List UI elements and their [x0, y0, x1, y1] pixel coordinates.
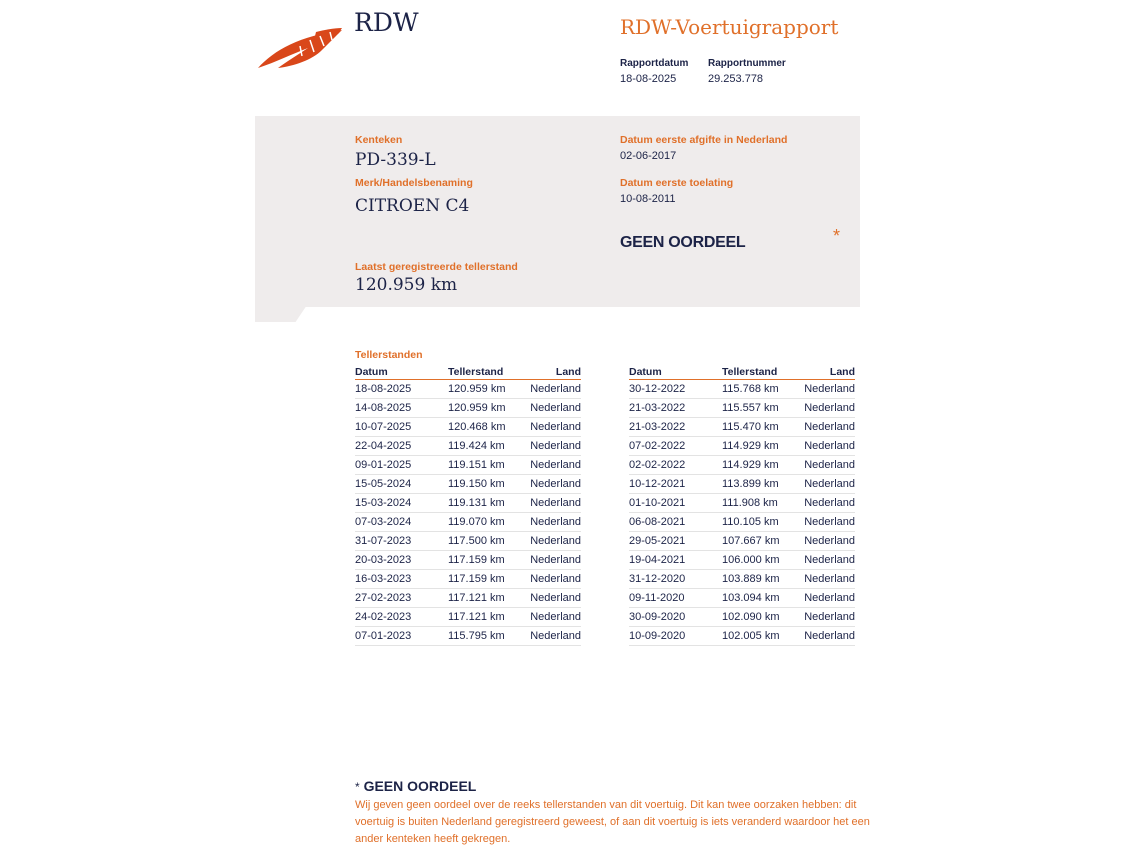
reading-value: 119.131 km [448, 494, 520, 513]
reading-country: Nederland [794, 551, 855, 570]
table-row [355, 399, 581, 418]
reading-date: 09-11-2020 [629, 589, 722, 608]
table-row [355, 589, 581, 608]
reading-value: 117.121 km [448, 589, 520, 608]
reading-date: 10-12-2021 [629, 475, 722, 494]
reading-country: Nederland [520, 437, 581, 456]
table-row [355, 380, 581, 399]
reading-date: 10-09-2020 [629, 627, 722, 646]
reading-value: 120.468 km [448, 418, 520, 437]
table-row [355, 570, 581, 589]
reading-value: 119.150 km [448, 475, 520, 494]
reading-date: 02-02-2022 [629, 456, 722, 475]
rdw-logo-icon [256, 24, 344, 72]
reading-value: 117.500 km [448, 532, 520, 551]
report-number-label: Rapportnummer [708, 58, 786, 69]
reading-date: 30-09-2020 [629, 608, 722, 627]
table-row [355, 437, 581, 456]
reading-value: 113.899 km [722, 475, 794, 494]
column-header-reading: Tellerstand [722, 366, 794, 380]
reading-date: 19-04-2021 [629, 551, 722, 570]
reading-value: 106.000 km [722, 551, 794, 570]
reading-value: 114.929 km [722, 456, 794, 475]
table-row [355, 532, 581, 551]
reading-country: Nederland [794, 418, 855, 437]
report-number: 29.253.778 [708, 73, 764, 85]
reading-country: Nederland [520, 589, 581, 608]
make-label: Merk/Handelsbenaming [355, 177, 473, 189]
reading-date: 21-03-2022 [629, 399, 722, 418]
reading-country: Nederland [520, 494, 581, 513]
report-date-label: Rapportdatum [620, 58, 689, 69]
first-nl-label: Datum eerste afgifte in Nederland [620, 134, 788, 146]
footnote-text: Wij geven geen oordeel over de reeks tellerstanden van dit voertuig. Dit kan twee oorzaken hebben: dit voertuig is buiten Nederland geregistreerd geweest, of aan dit voertuig is iets veranderd waardoor het een ander kenteken heeft gekregen. [355, 799, 870, 845]
reading-country: Nederland [794, 513, 855, 532]
reading-date: 06-08-2021 [629, 513, 722, 532]
reading-country: Nederland [520, 456, 581, 475]
reading-country: Nederland [794, 456, 855, 475]
table-row [355, 418, 581, 437]
reading-value: 103.094 km [722, 589, 794, 608]
table-row [629, 475, 855, 494]
readings-table-right [629, 366, 855, 646]
reading-date: 07-01-2023 [355, 627, 448, 646]
column-header-reading: Tellerstand [448, 366, 520, 380]
table-row [629, 589, 855, 608]
column-header-country: Land [794, 366, 855, 380]
table-row [629, 456, 855, 475]
reading-value: 103.889 km [722, 570, 794, 589]
reading-date: 21-03-2022 [629, 418, 722, 437]
reading-date: 29-05-2021 [629, 532, 722, 551]
reading-country: Nederland [520, 570, 581, 589]
table-row [629, 627, 855, 646]
reading-country: Nederland [794, 380, 855, 399]
reading-value: 111.908 km [722, 494, 794, 513]
table-row [355, 494, 581, 513]
first-nl-value: 02-06-2017 [620, 150, 677, 162]
reading-date: 18-08-2025 [355, 380, 448, 399]
reading-country: Nederland [794, 532, 855, 551]
reading-date: 15-03-2024 [355, 494, 448, 513]
reading-date: 22-04-2025 [355, 437, 448, 456]
column-header-date: Datum [355, 366, 448, 380]
reading-date: 31-07-2023 [355, 532, 448, 551]
table-row [629, 437, 855, 456]
reading-date: 27-02-2023 [355, 589, 448, 608]
reading-date: 24-02-2023 [355, 608, 448, 627]
reading-country: Nederland [794, 494, 855, 513]
reading-date: 07-02-2022 [629, 437, 722, 456]
reading-value: 110.105 km [722, 513, 794, 532]
reading-value: 120.959 km [448, 399, 520, 418]
reading-country: Nederland [794, 627, 855, 646]
reading-value: 117.159 km [448, 570, 520, 589]
reading-value: 115.470 km [722, 418, 794, 437]
table-header-row [355, 366, 581, 380]
table-row [629, 551, 855, 570]
reading-date: 07-03-2024 [355, 513, 448, 532]
reading-value: 102.090 km [722, 608, 794, 627]
reading-value: 117.159 km [448, 551, 520, 570]
brand-name: RDW [354, 8, 419, 37]
reading-value: 119.151 km [448, 456, 520, 475]
footnote-title-text: GEEN OORDEEL [363, 778, 477, 794]
plate-label: Kenteken [355, 134, 403, 146]
reading-date: 01-10-2021 [629, 494, 722, 513]
reading-date: 10-07-2025 [355, 418, 448, 437]
reading-country: Nederland [794, 475, 855, 494]
reading-value: 107.667 km [722, 532, 794, 551]
first-admission-label: Datum eerste toelating [620, 177, 734, 189]
reading-country: Nederland [794, 589, 855, 608]
column-header-country: Land [520, 366, 581, 380]
plate-value: PD-339-L [355, 150, 436, 170]
reading-country: Nederland [520, 627, 581, 646]
column-header-date: Datum [629, 366, 722, 380]
odometer-label: Laatst geregistreerde tellerstand [355, 261, 518, 273]
reading-country: Nederland [794, 570, 855, 589]
reading-country: Nederland [794, 608, 855, 627]
panel-tab [255, 305, 307, 322]
readings-title: Tellerstanden [355, 349, 423, 361]
table-row [629, 513, 855, 532]
table-row [355, 475, 581, 494]
table-row [355, 608, 581, 627]
table-row [629, 418, 855, 437]
table-row [629, 380, 855, 399]
table-row [355, 513, 581, 532]
reading-value: 120.959 km [448, 380, 520, 399]
reading-country: Nederland [520, 532, 581, 551]
verdict: GEEN OORDEEL [620, 234, 746, 251]
table-row [355, 627, 581, 646]
reading-country: Nederland [520, 513, 581, 532]
reading-value: 119.070 km [448, 513, 520, 532]
table-row [629, 399, 855, 418]
verdict-asterisk: * [833, 226, 841, 246]
table-row [629, 608, 855, 627]
make-value: CITROEN C4 [355, 196, 470, 216]
table-row [629, 570, 855, 589]
footnote-title [355, 778, 476, 794]
reading-country: Nederland [520, 608, 581, 627]
table-row [355, 456, 581, 475]
report-date: 18-08-2025 [620, 73, 677, 85]
table-row [629, 532, 855, 551]
reading-country: Nederland [794, 437, 855, 456]
reading-date: 09-01-2025 [355, 456, 448, 475]
reading-date: 16-03-2023 [355, 570, 448, 589]
reading-value: 115.795 km [448, 627, 520, 646]
first-admission-value: 10-08-2011 [620, 193, 676, 205]
footnote-asterisk: * [355, 780, 360, 794]
table-row [629, 494, 855, 513]
reading-date: 14-08-2025 [355, 399, 448, 418]
reading-date: 31-12-2020 [629, 570, 722, 589]
reading-value: 115.768 km [722, 380, 794, 399]
reading-country: Nederland [520, 380, 581, 399]
reading-value: 119.424 km [448, 437, 520, 456]
reading-country: Nederland [794, 399, 855, 418]
reading-country: Nederland [520, 551, 581, 570]
readings-table-left [355, 366, 581, 646]
reading-country: Nederland [520, 399, 581, 418]
report-title: RDW-Voertuigrapport [620, 15, 839, 39]
reading-value: 102.005 km [722, 627, 794, 646]
reading-value: 117.121 km [448, 608, 520, 627]
odometer-value: 120.959 km [355, 275, 458, 295]
reading-date: 15-05-2024 [355, 475, 448, 494]
table-row [355, 551, 581, 570]
table-header-row [629, 366, 855, 380]
reading-date: 20-03-2023 [355, 551, 448, 570]
reading-date: 30-12-2022 [629, 380, 722, 399]
reading-value: 115.557 km [722, 399, 794, 418]
reading-value: 114.929 km [722, 437, 794, 456]
reading-country: Nederland [520, 418, 581, 437]
reading-country: Nederland [520, 475, 581, 494]
